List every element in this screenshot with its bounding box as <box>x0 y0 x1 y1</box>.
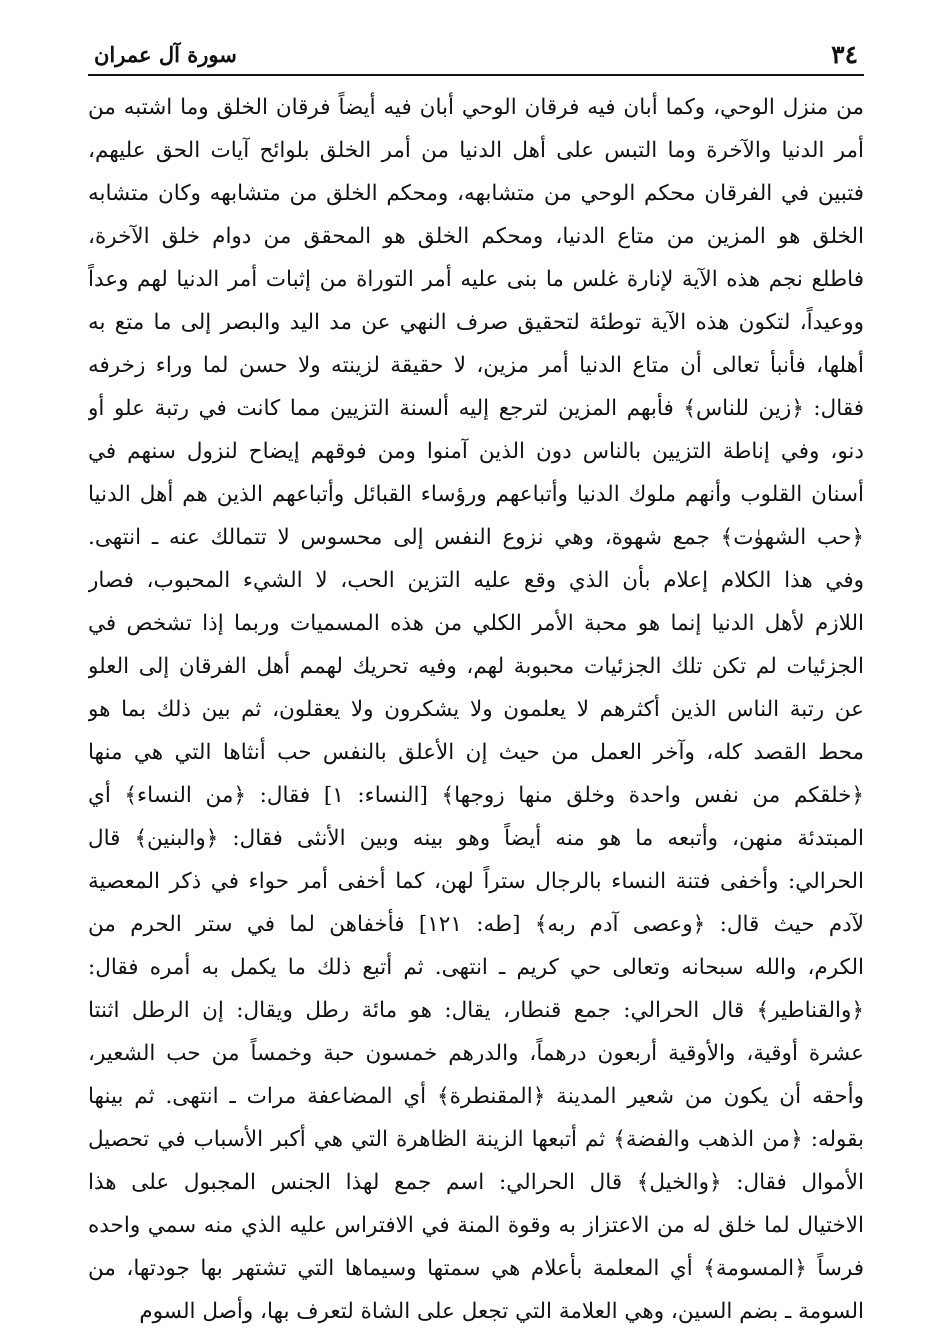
text-line: وفي هذا الكلام إعلام بأن الذي وقع عليه التزين الحب، لا الشيء المحبوب، فصار <box>88 568 864 593</box>
text-line: اللازم لأهل الدنيا إنما هو محبة الأمر الكلي من هذه المسميات وربما إذا تشخص في <box>88 611 864 636</box>
page <box>88 32 864 1322</box>
text-line: عن رتبة الناس الذين أكثرهم لا يعلمون ولا يشكرون ولا يعقلون، ثم بين ذلك بما هو <box>88 697 864 722</box>
text-line: الاختيال لما خلق له من الاعتزاز به وقوة المنة في الافتراس عليه الذي منه سمي واحده <box>88 1213 864 1238</box>
text-line: لآدم حيث قال: ﴿وعصى آدم ربه﴾ [طه: ١٢١] فأخفاهن لما في ستر الحرم من <box>88 912 864 937</box>
text-line: أمر الدنيا والآخرة وما التبس على أهل الدنيا من أمر الخلق بلوائح آيات الحق عليهم، <box>88 138 864 163</box>
text-line: من منزل الوحي، وكما أبان فيه فرقان الوحي أبان فيه أيضاً فرقان الخلق وما اشتبه من <box>88 95 864 120</box>
text-line: فقال: ﴿زين للناس﴾ فأبهم المزين لترجع إليه ألسنة التزيين مما كانت في رتبة علو أو <box>88 396 864 421</box>
text-line: دنو، وفي إناطة التزيين بالناس دون الذين آمنوا ومن فوقهم إيضاح لنزول سنهم في <box>88 439 864 464</box>
text-line: الخلق هو المزين من متاع الدنيا، ومحكم الخلق هو المحقق من دوام خلق الآخرة، <box>88 224 864 249</box>
surah-title: سورة آل عمران <box>94 42 237 67</box>
text-line: الأموال فقال: ﴿والخيل﴾ قال الحرالي: اسم جمع لهذا الجنس المجبول على هذا <box>88 1170 864 1195</box>
text-line: فتبين في الفرقان محكم الوحي من متشابهه، ومحكم الخلق من متشابهه وكان متشابه <box>88 181 864 206</box>
text-line: الجزئيات لم تكن تلك الجزئيات محبوبة لهم، وفيه تحريك لهمم أهل الفرقان إلى العلو <box>88 654 864 679</box>
text-line: ﴿حب الشهوٰت﴾ جمع شهوة، وهي نزوع النفس إلى محسوس لا تتمالك عنه ـ انتهى. <box>88 525 864 550</box>
text-line: الحرالي: وأخفى فتنة النساء بالرجال ستراً لهن، كما أخفى أمر حواء في ذكر المعصية <box>88 869 864 894</box>
text-line: المبتدئة منهن، وأتبعه ما هو منه أيضاً وهو بينه وبين الأنثى فقال: ﴿والبنين﴾ قال <box>88 826 864 851</box>
text-line: محط القصد كله، وآخر العمل من حيث إن الأعلق بالنفس حب أنثاها التي هي منها <box>88 740 864 765</box>
text-line: أهلها، فأنبأ تعالى أن متاع الدنيا أمر مزين، لا حقيقة لزينته ولا حسن لما وراء زخرفه <box>88 353 864 378</box>
page-header <box>88 32 864 76</box>
text-line: ﴿والقناطير﴾ قال الحرالي: جمع قنطار، يقال: هو مائة رطل ويقال: إن الرطل اثنتا <box>88 998 864 1023</box>
page-number: ٣٤ <box>831 40 858 69</box>
body-text <box>88 86 864 1333</box>
text-line: الكرم، والله سبحانه وتعالى حي كريم ـ انتهى. ثم أتبع ذلك ما يكمل به أمره فقال: <box>88 955 864 980</box>
text-line: أسنان القلوب وأنهم ملوك الدنيا وأتباعهم ورؤساء القبائل وأتباعهم الذين هم أهل الدنيا <box>88 482 864 507</box>
text-line: فرساً ﴿المسومة﴾ أي المعلمة بأعلام هي سمتها وسيماها التي تشتهر بها جودتها، من <box>88 1256 864 1281</box>
text-line: السومة ـ بضم السين، وهي العلامة التي تجعل على الشاة لتعرف بها، وأصل السوم <box>139 1299 864 1324</box>
text-line: ووعيداً، لتكون هذه الآية توطئة لتحقيق صرف النهي عن مد اليد والبصر إلى ما متع به <box>88 310 864 335</box>
text-line: بقوله: ﴿من الذهب والفضة﴾ ثم أتبعها الزينة الظاهرة التي هي أكبر الأسباب في تحصيل <box>88 1127 864 1152</box>
text-line: عشرة أوقية، والأوقية أربعون درهماً، والدرهم خمسون حبة وخمساً من حب الشعير، <box>88 1041 864 1066</box>
text-line: ﴿خلقكم من نفس واحدة وخلق منها زوجها﴾ [النساء: ١] فقال: ﴿من النساء﴾ أي <box>88 783 864 808</box>
text-line: فاطلع نجم هذه الآية لإنارة غلس ما بنى عليه أمر التوراة من إثبات أمر الدنيا لهم وعداً <box>88 267 864 292</box>
text-line: وأحقه أن يكون من شعير المدينة ﴿المقنطرة﴾ أي المضاعفة مرات ـ انتهى. ثم بينها <box>88 1084 864 1109</box>
